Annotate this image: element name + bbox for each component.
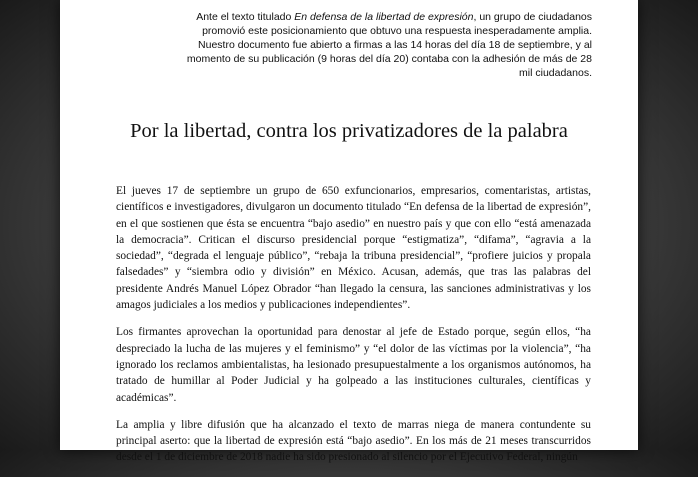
intro-italic-title: En defensa de la libertad de expresión	[294, 11, 474, 23]
paragraph-3: La amplia y libre difusión que ha alcanzado el texto de marras niega de manera contundente su principal aserto: que la libertad de expresión está “bajo asedio”. En los más de 21 meses transcurridos desde el 1 de diciembre de 2018 nadie ha sido presionado al silencio por el Ejecutivo Federal, ningún	[116, 418, 591, 464]
paragraph-2: Los firmantes aprovechan la oportunidad para denostar al jefe de Estado porque, según ellos, “ha despreciado la lucha de las mujeres y el feminismo” y “el dolor de las víctimas por la violencia”, “ha ignorado los reclamos ambientalistas, ha lesionado presupuestalmente a los organismos autónomos, ha tratado de humillar al Poder Judicial y ha golpeado a las instituciones culturales, científicas y académicas”.	[116, 326, 591, 404]
document-page	[60, 0, 638, 464]
article-body	[116, 183, 591, 477]
intro-text-start: Ante el texto titulado	[196, 11, 295, 23]
intro-text-end: , un grupo de ciudadanos promovió este posicionamiento que obtuvo una respuesta inesperadamente amplia. Nuestro documento fue abierto a firmas a las 14 horas del día 18 de septiembre, y al momento de su publicación (9 horas del día 20) contaba con la adhesión de más de 28 mil ciudadanos.	[186, 11, 592, 79]
article-title: Por la libertad, contra los privatizadores de la palabra	[130, 120, 568, 142]
paragraph-1: El jueves 17 de septiembre un grupo de 650 exfuncionarios, empresarios, comentaristas, artistas, científicos e investigadores, divulgaron un documento titulado “En defensa de la libertad de expresión”, en el que sostienen que ésta se encuentra “bajo asedio” en nuestro país y que con ello “está amenazada la democracia”. Critican el discurso presidencial porque “estigmatiza”, “difama”, “agravia a la sociedad”, “degrada el lenguaje público”, “rebaja la tribuna presidencial”, “profiere juicios y propala falsedades” y “siembra odio y división” en México. Acusan, además, que tras las palabras del presidente Andrés Manuel López Obrador “han llegado la censura, las sanciones administrativas y los amagos judiciales a los medios y publicaciones independientes”.	[116, 185, 591, 312]
intro-note	[186, 10, 592, 80]
